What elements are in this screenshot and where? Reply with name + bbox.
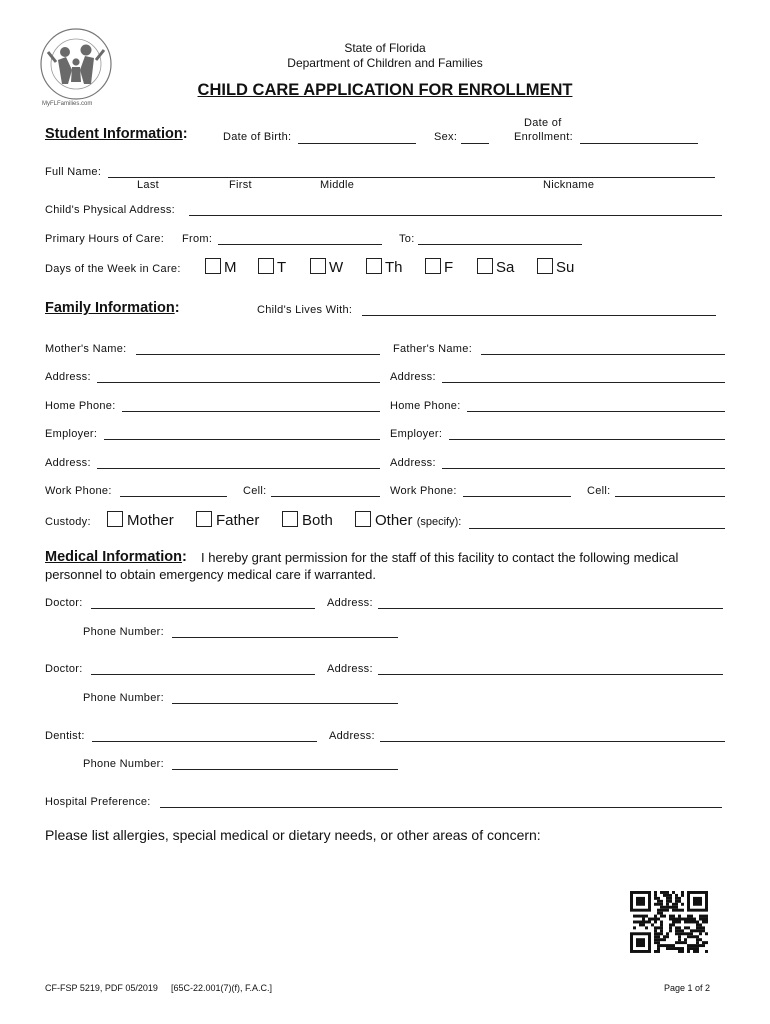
hospital-preference-label: Hospital Preference: [45, 796, 151, 808]
custody-other-specify-field[interactable] [469, 528, 725, 529]
mother-employer-address-field[interactable] [97, 468, 380, 469]
physical-address-label: Child's Physical Address: [45, 204, 176, 216]
dentist-field[interactable] [92, 741, 317, 742]
day-wednesday-label: W [329, 259, 344, 276]
lives-with-label: Child's Lives With: [257, 304, 353, 316]
full-name-first-caption: First [229, 179, 252, 191]
custody-mother-checkbox[interactable] [107, 511, 123, 527]
hours-from-label: From: [182, 233, 213, 245]
father-address-label: Address: [390, 371, 436, 383]
father-employer-address-label: Address: [390, 457, 436, 469]
mother-address-field[interactable] [97, 382, 380, 383]
doctor-1-address-field[interactable] [378, 608, 723, 609]
father-employer-field[interactable] [449, 439, 725, 440]
mother-work-phone-field[interactable] [120, 496, 227, 497]
sex-label: Sex: [434, 131, 458, 143]
father-name-label: Father's Name: [393, 343, 473, 355]
hospital-preference-field[interactable] [160, 807, 722, 808]
mother-employer-label: Employer: [45, 428, 98, 440]
sex-field[interactable] [461, 143, 489, 144]
day-sunday-label: Su [556, 259, 575, 276]
date-of-birth-label: Date of Birth: [223, 131, 292, 143]
father-address-field[interactable] [442, 382, 725, 383]
state-name: State of Florida [344, 41, 426, 55]
medical-permission-line2: personnel to obtain emergency medical care if warranted. [45, 567, 376, 582]
doctor-1-phone-label: Phone Number: [83, 626, 164, 638]
doctor-2-address-field[interactable] [378, 674, 723, 675]
medical-permission-line1: I hereby grant permission for the staff of this facility to contact the following medical [201, 550, 679, 565]
dentist-address-field[interactable] [380, 741, 725, 742]
lives-with-field[interactable] [362, 315, 716, 316]
custody-label: Custody: [45, 516, 91, 528]
page-number: Page 1 of 2 [664, 983, 711, 993]
doctor-2-phone-label: Phone Number: [83, 692, 164, 704]
mother-employer-field[interactable] [104, 439, 380, 440]
physical-address-field[interactable] [189, 215, 722, 216]
form-title: CHILD CARE APPLICATION FOR ENROLLMENT [197, 81, 573, 99]
day-wednesday-checkbox[interactable] [310, 258, 326, 274]
days-of-week-label: Days of the Week in Care: [45, 263, 181, 275]
day-sunday-checkbox[interactable] [537, 258, 553, 274]
full-name-middle-caption: Middle [320, 179, 355, 191]
date-of-enrollment-label-line1: Date of [524, 117, 562, 129]
logo-url-text: MyFLFamilies.com [42, 101, 93, 107]
doctor-2-field[interactable] [91, 674, 315, 675]
custody-other-specify-label: (specify): [416, 516, 462, 528]
father-cell-field[interactable] [615, 496, 725, 497]
department-name: Department of Children and Families [287, 56, 483, 70]
hours-to-label: To: [399, 233, 415, 245]
allergies-response-area[interactable] [45, 848, 615, 968]
custody-other-checkbox[interactable] [355, 511, 371, 527]
doctor-1-field[interactable] [91, 608, 315, 609]
hours-of-care-label: Primary Hours of Care: [45, 233, 165, 245]
form-id: CF-FSP 5219, PDF 05/2019 [45, 983, 158, 993]
dentist-address-label: Address: [329, 730, 375, 742]
mother-employer-address-label: Address: [45, 457, 91, 469]
full-name-last-caption: Last [137, 179, 159, 191]
mother-name-field[interactable] [136, 354, 380, 355]
father-cell-label: Cell: [587, 485, 611, 497]
father-employer-label: Employer: [390, 428, 443, 440]
date-of-birth-field[interactable] [298, 143, 416, 144]
day-monday-label: M [224, 259, 237, 276]
mother-address-label: Address: [45, 371, 91, 383]
day-saturday-label: Sa [496, 259, 515, 276]
mother-work-phone-label: Work Phone: [45, 485, 112, 497]
date-of-enrollment-label-line2: Enrollment: [514, 131, 573, 143]
father-work-phone-label: Work Phone: [390, 485, 457, 497]
qr-code-icon [630, 891, 708, 953]
father-home-phone-field[interactable] [467, 411, 725, 412]
day-friday-checkbox[interactable] [425, 258, 441, 274]
dentist-phone-field[interactable] [172, 769, 398, 770]
day-thursday-checkbox[interactable] [366, 258, 382, 274]
doctor-2-phone-field[interactable] [172, 703, 398, 704]
day-tuesday-label: T [277, 259, 287, 276]
full-name-label: Full Name: [45, 166, 102, 178]
dentist-label: Dentist: [45, 730, 85, 742]
day-friday-label: F [444, 259, 454, 276]
doctor-1-phone-field[interactable] [172, 637, 398, 638]
doctor-1-label: Doctor: [45, 597, 83, 609]
day-tuesday-checkbox[interactable] [258, 258, 274, 274]
day-saturday-checkbox[interactable] [477, 258, 493, 274]
mother-home-phone-label: Home Phone: [45, 400, 116, 412]
dentist-phone-label: Phone Number: [83, 758, 164, 770]
mother-home-phone-field[interactable] [122, 411, 380, 412]
day-thursday-label: Th [385, 259, 403, 276]
custody-both-checkbox[interactable] [282, 511, 298, 527]
custody-father-label: Father [216, 512, 260, 529]
hours-from-field[interactable] [218, 244, 382, 245]
father-home-phone-label: Home Phone: [390, 400, 461, 412]
mother-name-label: Mother's Name: [45, 343, 127, 355]
rule-citation: [65C-22.001(7)(f), F.A.C.] [171, 983, 273, 993]
father-employer-address-field[interactable] [442, 468, 725, 469]
student-information-heading: Student Information: [45, 126, 188, 142]
mother-cell-label: Cell: [243, 485, 267, 497]
day-monday-checkbox[interactable] [205, 258, 221, 274]
doctor-2-address-label: Address: [327, 663, 373, 675]
date-of-enrollment-field[interactable] [580, 143, 698, 144]
medical-information-heading: Medical Information: [45, 549, 187, 565]
hours-to-field[interactable] [418, 244, 582, 245]
custody-other-label: Other (specify): [375, 512, 462, 529]
full-name-field[interactable] [108, 177, 715, 178]
custody-mother-label: Mother [127, 512, 174, 529]
family-information-heading: Family Information: [45, 300, 180, 316]
father-name-field[interactable] [481, 354, 725, 355]
custody-father-checkbox[interactable] [196, 511, 212, 527]
allergies-prompt: Please list allergies, special medical or dietary needs, or other areas of concern: [45, 827, 541, 843]
doctor-1-address-label: Address: [327, 597, 373, 609]
mother-cell-field[interactable] [271, 496, 380, 497]
full-name-nickname-caption: Nickname [543, 179, 595, 191]
father-work-phone-field[interactable] [463, 496, 571, 497]
doctor-2-label: Doctor: [45, 663, 83, 675]
custody-both-label: Both [302, 512, 333, 529]
